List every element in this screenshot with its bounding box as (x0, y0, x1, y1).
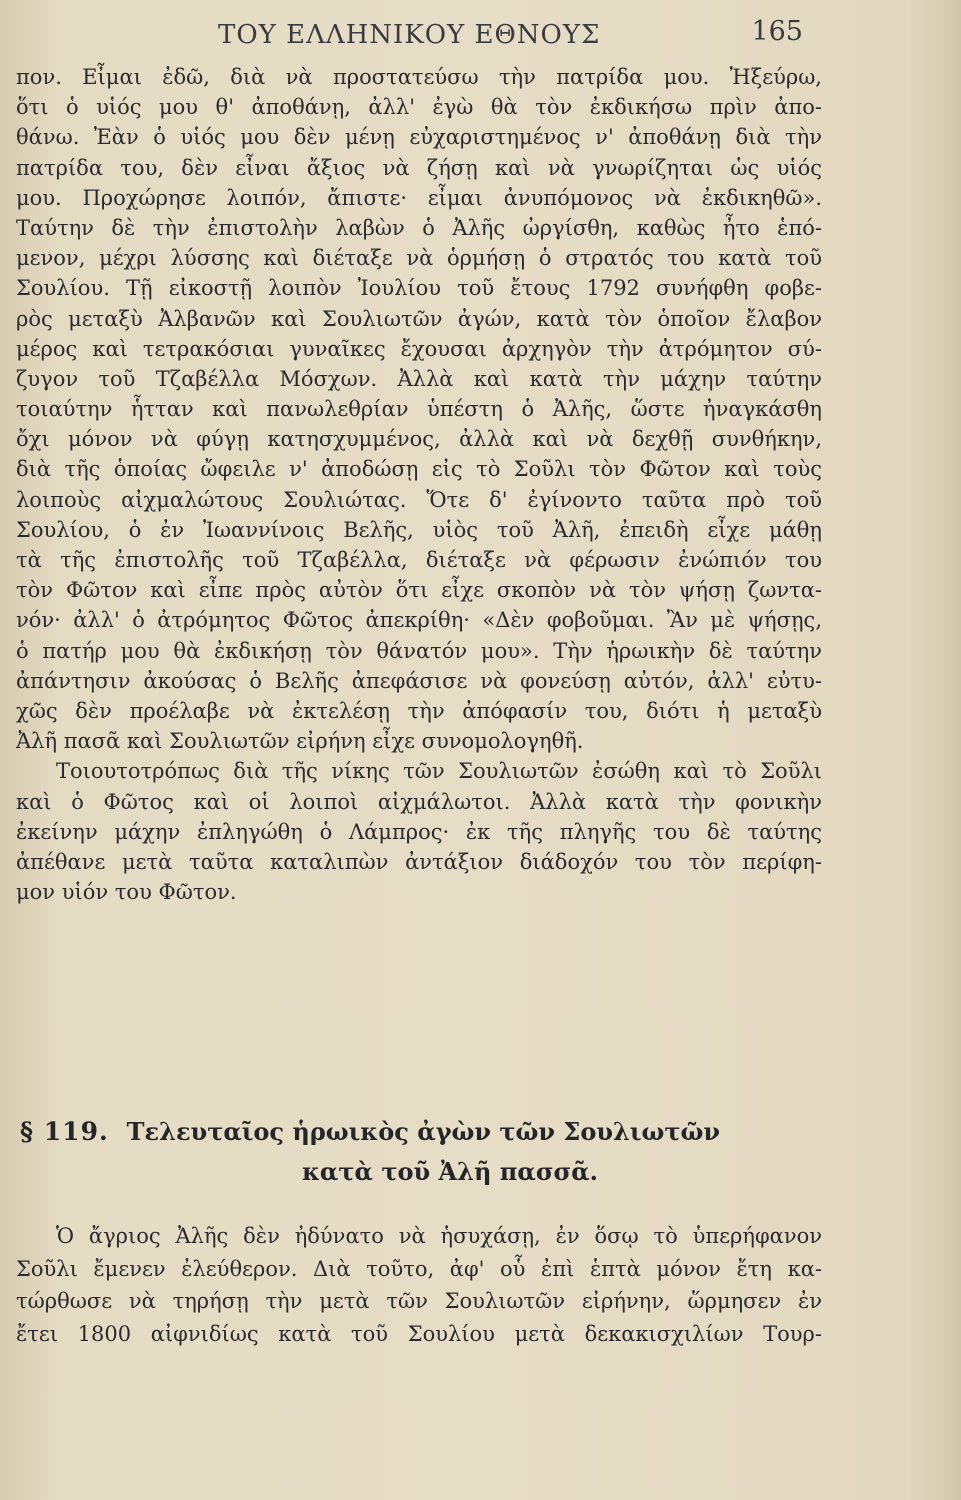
section-heading-line-2: κατὰ τοῦ Ἀλῆ πασσᾶ. (301, 1157, 599, 1186)
paragraph-1 (16, 62, 822, 756)
text-line: ἔτει 1800 αἰφνιδίως κατὰ τοῦ Σουλίου μετὰ δεκακισχιλίων Τουρ- (16, 1321, 822, 1346)
section-text (16, 1220, 822, 1350)
section-heading-line-1 (0, 1112, 900, 1152)
text-line: διὰ τῆς ὁποίας ὤφειλε ν' ἀποδώσῃ εἰς τὸ Σοῦλι τὸν Φῶτον καὶ τοὺς (16, 457, 822, 482)
text-line: χῶς δὲν προέλαβε νὰ ἐκτελέσῃ τὴν ἀπόφασίν του, διότι ἡ μεταξὺ (16, 698, 822, 723)
text-line: ἐκείνην μάχην ἐπληγώθη ὁ Λάμπρος· ἐκ τῆς πληγῆς του δὲ ταύτης (16, 819, 822, 844)
text-line: καὶ ὁ Φῶτος καὶ οἱ λοιποὶ αἰχμάλωτοι. Ἀλλὰ κατὰ τὴν φονικὴν (16, 789, 822, 814)
text-line: Ταύτην δὲ τὴν ἐπιστολὴν λαβὼν ὁ Ἀλῆς ὠργίσθη, καθὼς ἦτο ἑπό- (16, 215, 822, 240)
text-line: πατρίδα του, δὲν εἶναι ἄξιος νὰ ζήσῃ καὶ νὰ γνωρίζηται ὡς υἱός (16, 155, 822, 180)
paragraph-2 (16, 756, 822, 907)
text-line: θάνω. Ἐὰν ὁ υἱός μου δὲν μένῃ εὐχαριστημένος ν' ἀποθάνῃ διὰ τὴν (16, 125, 822, 150)
paragraph-3 (16, 1220, 822, 1350)
section-heading (0, 1112, 900, 1192)
text-line: Σουλίου. Τῇ εἰκοστῇ λοιπὸν Ἰουλίου τοῦ ἔτους 1792 συνήφθη φοβε- (16, 276, 822, 301)
text-line: πον. Εἶμαι ἐδῶ, διὰ νὰ προστατεύσω τὴν πατρίδα μου. Ἠξεύρω, (16, 65, 822, 89)
section-number: § 119. (20, 1117, 109, 1146)
text-line: Ὁ ἄγριος Ἀλῆς δὲν ἠδύνατο νὰ ἡσυχάσῃ, ἐν ὅσῳ τὸ ὑπερήφανον (56, 1224, 822, 1248)
text-line: λοιποὺς αἰχμαλώτους Σουλιώτας. Ὅτε δ' ἐγίνοντο ταῦτα πρὸ τοῦ (16, 487, 822, 512)
running-title: ΤΟΥ ΕΛΛΗΝΙΚΟΥ ΕΘΝΟΥΣ (218, 20, 601, 50)
text-line: τοιαύτην ἧτταν καὶ πανωλεθρίαν ὑπέστη ὁ Ἀλῆς, ὥστε ἠναγκάσθη (16, 397, 822, 422)
text-line: τώρθωσε νὰ τηρήσῃ τὴν μετὰ τῶν Σουλιωτῶν εἰρήνην, ὥρμησεν ἐν (16, 1289, 822, 1313)
main-text (16, 62, 822, 907)
text-line: μενον, μέχρι λύσσης καὶ διέταξε νὰ ὁρμήσῃ ὁ στρατός του κατὰ τοῦ (16, 246, 822, 271)
text-line: μου. Προχώρησε λοιπόν, ἄπιστε· εἶμαι ἀνυπόμονος νὰ ἐκδικηθῶ». (16, 185, 822, 210)
text-line: ἀπάντησιν ἀκούσας ὁ Βελῆς ἀπεφάσισε νὰ φονεύσῃ αὐτόν, ἀλλ' εὐτυ- (16, 668, 822, 693)
text-line: ζυγον τοῦ Τζαβέλλα Μόσχων. Ἀλλὰ καὶ κατὰ τὴν μάχην ταύτην (16, 366, 822, 391)
text-line: μέρος καὶ τετρακόσιαι γυναῖκες ἔχουσαι ἀρχηγὸν τὴν ἀτρόμητον σύ- (16, 336, 822, 361)
text-line: νόν· ἀλλ' ὁ ἀτρόμητος Φῶτος ἀπεκρίθη· «Δὲν φοβοῦμαι. Ἂν μὲ ψήσῃς, (16, 608, 822, 633)
section-title: Τελευταῖος ἡρωικὸς ἀγὼν τῶν Σουλιωτῶν (126, 1117, 720, 1146)
text-line: Τοιουτοτρόπως διὰ τῆς νίκης τῶν Σουλιωτῶν ἐσώθη καὶ τὸ Σοῦλι (56, 759, 822, 784)
text-line: τὸν Φῶτον καὶ εἶπε πρὸς αὐτὸν ὅτι εἶχε σκοπὸν νὰ τὸν ψήσῃ ζωντα- (16, 578, 822, 603)
page-number: 165 (751, 16, 803, 47)
text-line: ὅτι ὁ υἱός μου θ' ἀποθάνῃ, ἀλλ' ἐγὼ θὰ τὸν ἐκδικήσω πρὶν ἀπο- (16, 95, 822, 120)
text-line: Σουλίου, ὁ ἐν Ἰωαννίνοις Βελῆς, υἱὸς τοῦ Ἀλῆ, ἐπειδὴ εἶχε μάθῃ (16, 517, 822, 542)
text-line: ὁ πατήρ μου θὰ ἐκδικήσῃ τὸν θάνατόν μου». Τὴν ἡρωικὴν δὲ ταύτην (16, 638, 822, 663)
text-line: Σοῦλι ἔμενεν ἐλεύθερον. Διὰ τοῦτο, ἀφ' οὗ ἐπὶ ἑπτὰ μόνον ἔτη κα- (16, 1256, 822, 1281)
text-line: ἀπέθανε μετὰ ταῦτα καταλιπὼν ἀντάξιον διάδοχόν του τὸν περίφη- (16, 849, 822, 874)
text-line: μον υἱόν του Φῶτον. (16, 880, 237, 905)
text-line: τὰ τῆς ἐπιστολῆς τοῦ Τζαβέλλα, διέταξε νὰ φέρωσιν ἐνώπιόν του (16, 548, 822, 572)
text-line: ρὸς μεταξὺ Ἀλβανῶν καὶ Σουλιωτῶν ἀγών, κατὰ τὸν ὁποῖον ἔλαβον (16, 306, 822, 331)
text-line: ὄχι μόνον νὰ φύγῃ κατησχυμμένος, ἀλλὰ καὶ νὰ δεχθῇ συνθήκην, (16, 427, 822, 452)
page-header (0, 14, 961, 54)
text-line: Ἀλῆ πασᾶ καὶ Σουλιωτῶν εἰρήνη εἶχε συνομολογηθῆ. (16, 729, 584, 754)
